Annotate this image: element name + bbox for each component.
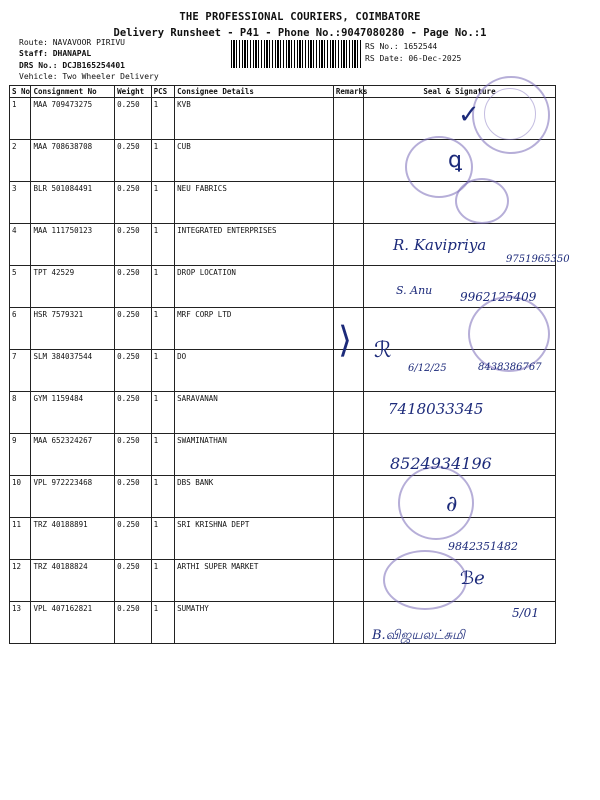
cell-remarks: [333, 518, 363, 560]
cell-consignee: NEU FABRICS: [175, 182, 334, 224]
phone-row8: 7418033345: [388, 400, 484, 418]
cell-sno: 4: [10, 224, 31, 266]
col-pcs: PCS: [151, 86, 175, 98]
remark-bracket-mark: ⟩: [338, 320, 353, 361]
cell-consignment: BLR 501084491: [31, 182, 115, 224]
cell-consignee: ARTHI SUPER MARKET: [175, 560, 334, 602]
cell-consignment: TRZ 40188891: [31, 518, 115, 560]
signature-mark-12: ℬℯ: [460, 568, 485, 589]
cell-sno: 5: [10, 266, 31, 308]
cell-pcs: 1: [151, 518, 175, 560]
cell-consignee: SARAVANAN: [175, 392, 334, 434]
phone-row11: 9842351482: [448, 540, 518, 553]
cell-weight: 0.250: [115, 560, 151, 602]
cell-consignment: VPL 972223468: [31, 476, 115, 518]
cell-remarks: [333, 392, 363, 434]
cell-pcs: 1: [151, 392, 175, 434]
cell-consignee: MRF CORP LTD: [175, 308, 334, 350]
phone-row7: 8438386767: [478, 362, 542, 373]
signature-mark-7: ℛ: [374, 338, 392, 363]
cell-pcs: 1: [151, 560, 175, 602]
cell-sno: 12: [10, 560, 31, 602]
col-remarks: Remarks: [333, 86, 363, 98]
signature-row13: B.விஜயலட்சுமி: [372, 628, 465, 643]
drs-info: DRS No.: DCJB165254401: [19, 61, 125, 70]
runsheet-table: [9, 85, 556, 644]
cell-remarks: [333, 602, 363, 644]
cell-weight: 0.250: [115, 518, 151, 560]
cell-pcs: 1: [151, 350, 175, 392]
cell-sno: 13: [10, 602, 31, 644]
cell-weight: 0.250: [115, 476, 151, 518]
col-weight: Weight: [115, 86, 151, 98]
table-row: [10, 518, 556, 560]
table-row: [10, 140, 556, 182]
cell-weight: 0.250: [115, 602, 151, 644]
cell-sno: 8: [10, 392, 31, 434]
rs-date: RS Date: 06-Dec-2025: [365, 54, 462, 63]
cell-consignment: VPL 407162821: [31, 602, 115, 644]
seal-stamp-3: [455, 178, 509, 224]
cell-pcs: 1: [151, 308, 175, 350]
cell-remarks: [333, 266, 363, 308]
cell-remarks: [333, 560, 363, 602]
cell-consignment: TPT 42529: [31, 266, 115, 308]
cell-weight: 0.250: [115, 140, 151, 182]
cell-pcs: 1: [151, 476, 175, 518]
cell-consignment: MAA 652324267: [31, 434, 115, 476]
phone-row9: 8524934196: [390, 454, 492, 473]
signature-mark-1: ✓: [458, 100, 480, 130]
cell-pcs: 1: [151, 266, 175, 308]
signature-mark-10: ∂: [446, 492, 458, 517]
staff-info: Staff: DHANAPAL: [19, 49, 92, 58]
cell-weight: 0.250: [115, 392, 151, 434]
cell-sno: 2: [10, 140, 31, 182]
cell-consignee: SWAMINATHAN: [175, 434, 334, 476]
signature-mark-2: ꝗ: [448, 148, 462, 173]
cell-remarks: [333, 182, 363, 224]
bank-seal-inner-ring: [484, 88, 536, 140]
col-sno: S No: [10, 86, 31, 98]
cell-remarks: [333, 140, 363, 182]
cell-remarks: [333, 98, 363, 140]
cell-consignee: CUB: [175, 140, 334, 182]
cell-consignment: HSR 7579321: [31, 308, 115, 350]
table-header-row: [10, 86, 556, 98]
cell-sno: 6: [10, 308, 31, 350]
seal-stamp-10: [398, 466, 474, 540]
cell-sno: 1: [10, 98, 31, 140]
signature-row4: R. Kavipriya: [393, 236, 487, 254]
cell-consignee: DO: [175, 350, 334, 392]
table-row: [10, 350, 556, 392]
cell-sno: 3: [10, 182, 31, 224]
table-row: [10, 476, 556, 518]
cell-consignment: SLM 384037544: [31, 350, 115, 392]
table-row: [10, 602, 556, 644]
cell-consignment: MAA 708638708: [31, 140, 115, 182]
cell-consignee: INTEGRATED ENTERPRISES: [175, 224, 334, 266]
cell-weight: 0.250: [115, 98, 151, 140]
cell-consignment: TRZ 40188824: [31, 560, 115, 602]
cell-pcs: 1: [151, 434, 175, 476]
cell-consignee: DROP LOCATION: [175, 266, 334, 308]
cell-weight: 0.250: [115, 182, 151, 224]
cell-consignee: SUMATHY: [175, 602, 334, 644]
cell-sno: 11: [10, 518, 31, 560]
col-consignee: Consignee Details: [175, 86, 334, 98]
phone-row4: 9751965350: [506, 254, 570, 265]
seal-stamp-6: [468, 296, 550, 372]
cell-remarks: [333, 476, 363, 518]
rs-number: RS No.: 1652544: [365, 42, 438, 51]
cell-sno: 10: [10, 476, 31, 518]
cell-consignment: GYM 1159484: [31, 392, 115, 434]
route-info: Route: NAVAVOOR PIRIVU: [19, 38, 125, 47]
cell-consignment: MAA 709473275: [31, 98, 115, 140]
cell-pcs: 1: [151, 182, 175, 224]
cell-pcs: 1: [151, 224, 175, 266]
seal-stamp-12: [383, 550, 467, 610]
col-consignment: Consignment No: [31, 86, 115, 98]
barcode: [231, 40, 361, 68]
cell-consignment: MAA 111750123: [31, 224, 115, 266]
signature-row5: S. Anu: [396, 284, 433, 297]
cell-remarks: [333, 224, 363, 266]
cell-consignee: KVB: [175, 98, 334, 140]
cell-pcs: 1: [151, 98, 175, 140]
cell-pcs: 1: [151, 140, 175, 182]
cell-weight: 0.250: [115, 308, 151, 350]
col-signature: Seal & Signature: [363, 86, 555, 98]
cell-weight: 0.250: [115, 350, 151, 392]
cell-remarks: [333, 434, 363, 476]
phone-row5: 9962125409: [460, 290, 537, 304]
cell-consignee: SRI KRISHNA DEPT: [175, 518, 334, 560]
cell-consignee: DBS BANK: [175, 476, 334, 518]
date-row7: 6/12/25: [408, 363, 447, 374]
cell-weight: 0.250: [115, 266, 151, 308]
cell-weight: 0.250: [115, 224, 151, 266]
company-title: THE PROFESSIONAL COURIERS, COIMBATORE: [179, 11, 421, 23]
cell-pcs: 1: [151, 602, 175, 644]
runsheet-subtitle: Delivery Runsheet - P41 - Phone No.:9047080280 - Page No.:1: [113, 27, 487, 39]
cell-sno: 9: [10, 434, 31, 476]
date-row13: 5/01: [512, 606, 539, 620]
cell-sno: 7: [10, 350, 31, 392]
cell-weight: 0.250: [115, 434, 151, 476]
vehicle-info: Vehicle: Two Wheeler Delivery: [19, 72, 159, 81]
